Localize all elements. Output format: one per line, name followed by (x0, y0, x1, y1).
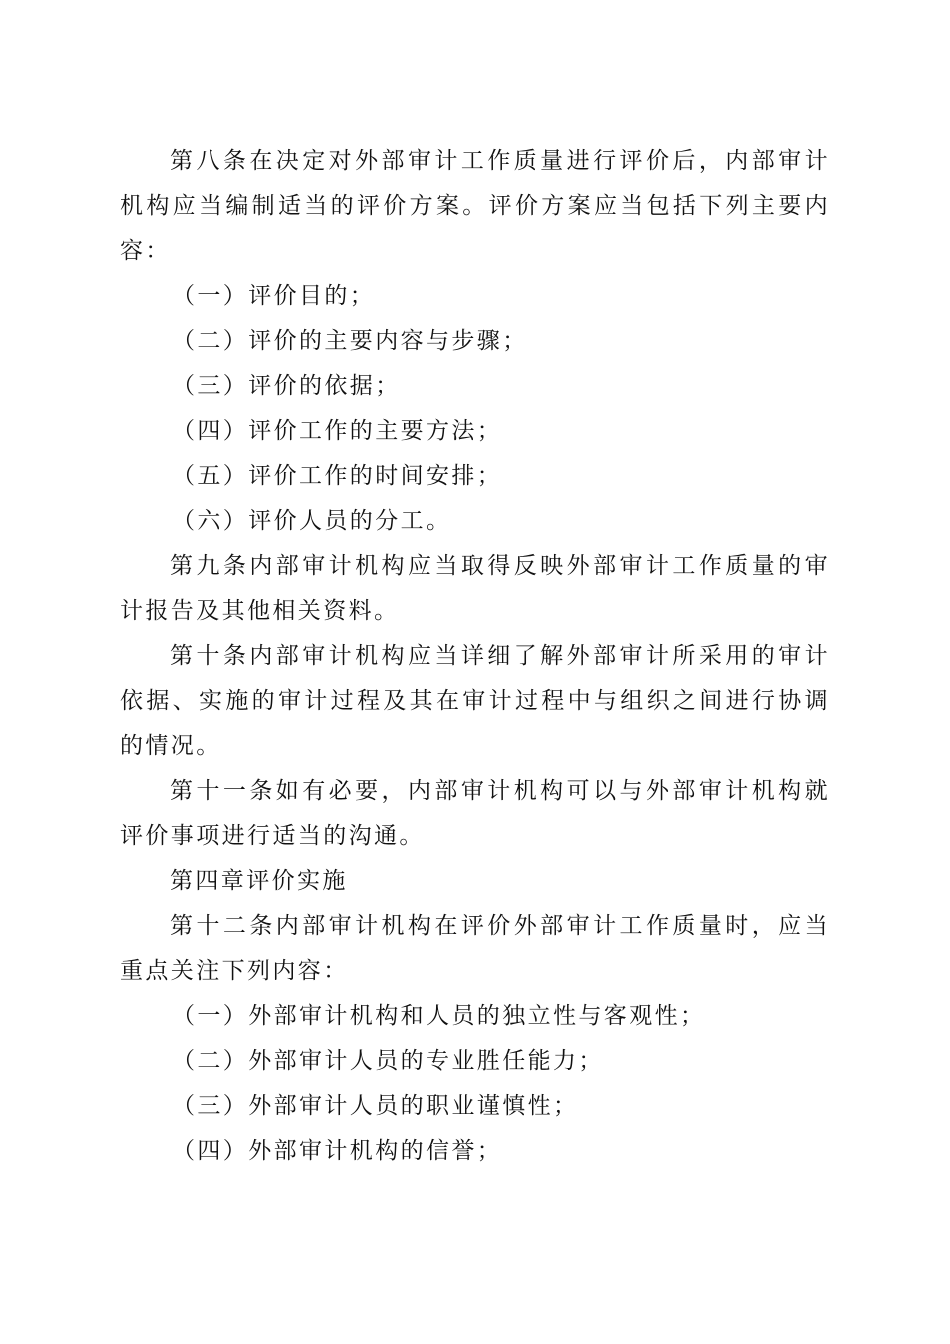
article-8-item-2: （二）评价的主要内容与步骤； (172, 328, 528, 354)
article-12-item-1: （一）外部审计机构和人员的独立性与客观性； (172, 1003, 706, 1029)
article-8-item-1: （一）评价目的； (172, 283, 376, 309)
article-8-item-4: （四）评价工作的主要方法； (172, 418, 503, 444)
article-12-paragraph: 第十二条内部审计机构在评价外部审计工作质量时，应当重点关注下列内容： (120, 913, 830, 984)
article-8-item-6: （六）评价人员的分工。 (172, 508, 452, 534)
article-8-paragraph: 第八条在决定对外部审计工作质量进行评价后，内部审计机构应当编制适当的评价方案。评价方案应当包括下列主要内容： (120, 148, 830, 264)
article-12-item-4: （四）外部审计机构的信誉； (172, 1138, 503, 1164)
article-12-item-3: （三）外部审计人员的职业谨慎性； (172, 1093, 579, 1119)
article-8-item-5: （五）评价工作的时间安排； (172, 463, 503, 489)
article-11-paragraph: 第十一条如有必要，内部审计机构可以与外部审计机构就评价事项进行适当的沟通。 (120, 778, 830, 849)
document-body (120, 139, 830, 1174)
article-8-item-3: （三）评价的依据； (172, 373, 401, 399)
article-9-paragraph: 第九条内部审计机构应当取得反映外部审计工作质量的审计报告及其他相关资料。 (120, 553, 830, 624)
article-10-paragraph: 第十条内部审计机构应当详细了解外部审计所采用的审计依据、实施的审计过程及其在审计过程中与组织之间进行协调的情况。 (120, 643, 830, 759)
article-12-item-2: （二）外部审计人员的专业胜任能力； (172, 1048, 604, 1074)
chapter-4-heading: 第四章评价实施 (170, 868, 348, 894)
